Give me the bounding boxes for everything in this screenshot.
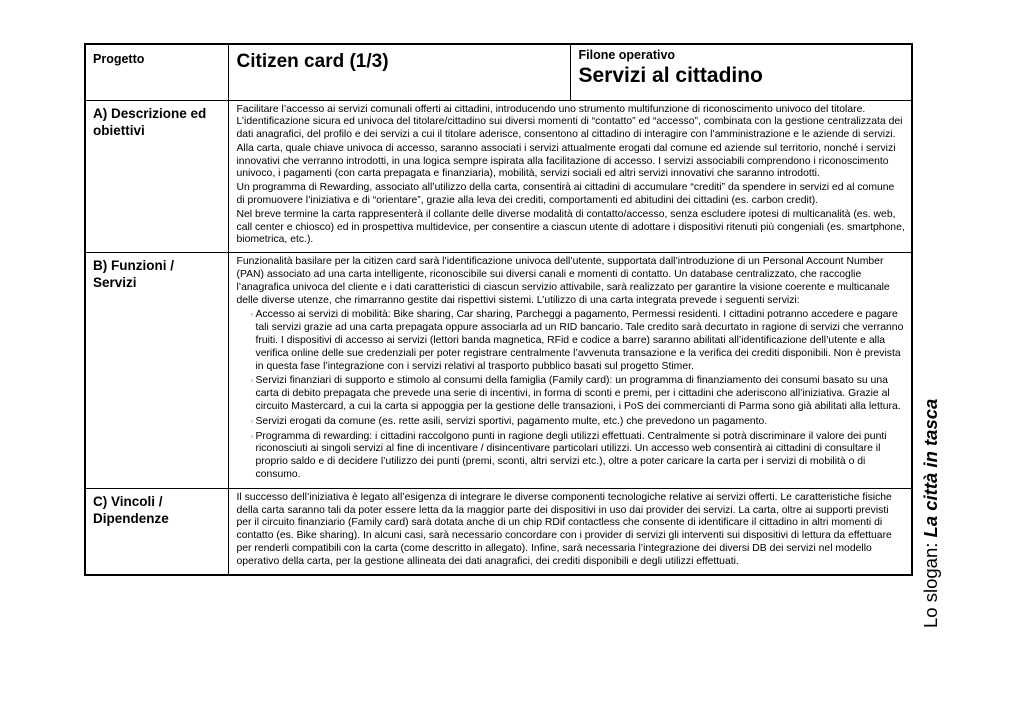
section-a-paragraph: Nel breve termine la carta rappresenterà il collante delle diverse modalità di contatto/accesso, senza escludere ipotesi di multicanalità (es. web, call center e chiosco) ed in prospettiva multidevice, per consentire a ciascun utente di adottare i dispositivi ritenuti più congeniali (es. smartphone, biometrica, etc.). — [236, 208, 905, 246]
section-b-label: B) Funzioni / Servizi — [85, 253, 228, 489]
list-item — [250, 430, 906, 482]
header-row — [85, 44, 912, 100]
section-a-paragraph: Facilitare l’accesso ai servizi comunali offerti ai cittadini, introducendo uno strumento multifunzione di riconoscimento univoco del titolare. L’identificazione sicura ed univoca del titolare/cittadino sui diversi momenti di “contatto” ed “accesso”, combinata con la gestione centralizzata dei dati anagrafici, del profilo e dei servizi a cui il titolare aderisce, consentono al cittadino di interagire con l’amministrazione e le aziende di servizi. — [236, 103, 903, 141]
list-item-text: Programma di rewarding: i cittadini raccolgono punti in ragione degli utilizzi effettuati. Centralmente si potrà discriminare il valore dei punti riconosciuti ai singoli servizi al fine di incentivare / disincentivare particolari utilizzi. Un accesso web consentirà ai cittadini di consultare il proprio saldo e di decidere l’utilizzo dei punti (premi, sconti, altri servizi etc.), oltre a poter caricare la carta per i servizi di mobilità o di consumo. — [255, 430, 887, 481]
list-item-text: Accesso ai servizi di mobilità: Bike sharing, Car sharing, Parcheggi a pagamento, Permessi residenti. I cittadini potranno accedere e pagare tali servizi grazie ad una carta prepagata oppure associarla ad un RID bancario. Tale credito sarà decurtato in ragione di servizi che verranno fruiti. I dispositivi di accesso ai servizi (lettori banda magnetica, RFid e codice a barre) saranno abilitati all’identificazione dell’utente e alla verifica online delle sue credenziali per poter registrare centralmente l’avvenuta transazione e la verifica dei crediti disponibili. Non è prevista in questa fase l’integrazione con i servizi relativi al trasporto pubblico basati sul progetto Stimer. — [255, 309, 904, 372]
bullet-icon: ▫ — [250, 431, 254, 441]
filone-value: Servizi al cittadino — [578, 64, 763, 87]
filone-label: Filone operativo — [578, 48, 676, 62]
services-list — [237, 309, 906, 481]
slogan-value: La città in tasca — [920, 398, 941, 538]
bullet-icon: ▫ — [250, 416, 254, 426]
section-a-label: A) Descrizione ed obiettivi — [85, 100, 228, 253]
section-c-text: Il successo dell’iniziativa è legato all’esigenza di integrare le diverse componenti tecnologiche relative ai servizi offerti. Le caratteristiche fisiche della carta saranno tali da poter essere letta da la maggior parte dei dispositivi in uso dai provider dei servizi. La carta, oltre ai supporti previsti per il circuito finanziario (Family card) sarà dotata anche di un chip RDif contactless che consente di identificare il cittadino in altri momenti di contatto (es. Bike sharing). In alcuni casi, sarà necessario concordare con i provider di servizi gli interventi sui dispositivi di lettura da effettuare per renderli compatibili con la carta (come descritto in allegato). Infine, sarà necessaria l’integrazione dei diversi DB dei servizi nel modello operativo della carta, per la gestione allineata dei dati anagrafici, dei crediti disponibili e degli utilizzi effettuati. — [236, 491, 892, 567]
slogan — [918, 388, 946, 628]
section-a-body — [228, 100, 912, 253]
section-c-label: C) Vincoli / Dipendenze — [85, 488, 228, 574]
section-a-paragraph: Un programma di Rewarding, associato all’utilizzo della carta, consentirà ai cittadini di accumulare “crediti” da spendere in servizi ed al comune di promuovere l’iniziativa e di “orientare”, grazie alla leva dei crediti, comportamenti ed abitudini dei cittadini (es. carbon credit). — [236, 182, 895, 207]
filone-cell — [570, 44, 912, 100]
slogan-label: Lo slogan: — [920, 537, 941, 628]
section-a-row — [85, 100, 912, 253]
section-b-row — [85, 253, 912, 489]
list-item — [250, 309, 906, 373]
section-b-intro: Funzionalità basilare per la citizen card sarà l’identificazione univoca dell’utente, supportata dall’introduzione di un Personal Account Number (PAN) associato ad una carta intelligente, riconoscibile sui diversi canali e momenti di contatto. Un database centralizzato, che raccoglie l’anagrafica univoca del cliente e i dati caratteristici di ciascun servizio attivabile, sarà realizzato per garantire la visione coerente e multicanale delle diverse utenze, che rimarranno gestite dai rispettivi sistemi. L’utilizzo di una carta integrata prevede i seguenti servizi: — [236, 256, 890, 306]
project-label: Progetto — [85, 44, 228, 100]
slogan-text — [918, 388, 944, 628]
list-item-text: Servizi finanziari di supporto e stimolo al consumi della famiglia (Family card): un programma di finanziamento dei consumi basato su una carta di debito prepagata che prevede una serie di incentivi, in forma di sconti e premi, per i cittadini che aderiscono all’iniziativa. Grazie al circuito Mastercard, a cui la carta si appoggia per la gestione delle transazioni, i PoS dei commercianti di Parma sono già abilitati alla lettura. — [255, 375, 901, 413]
list-item — [250, 415, 906, 429]
section-b-body — [228, 253, 912, 489]
project-sheet-table — [84, 43, 913, 576]
bullet-icon: ▫ — [250, 376, 254, 386]
project-title: Citizen card (1/3) — [228, 44, 570, 100]
section-c-row — [85, 488, 912, 574]
list-item-text: Servizi erogati da comune (es. rette asili, servizi sportivi, pagamento multe, etc.) che prevedono un pagamento. — [255, 415, 768, 427]
bullet-icon: ▫ — [250, 310, 254, 320]
section-c-body — [228, 488, 912, 574]
list-item — [250, 375, 906, 413]
section-a-paragraph: Alla carta, quale chiave univoca di accesso, saranno associati i servizi attualmente erogati dal comune ed aziende sul territorio, nonché i servizi innovativi che verranno introdotti, in una logica sempre ispirata alla facilitazione di accesso. I servizi associabili comprendono i riconoscimento univoco, i pagamenti (con carta prepagata e finanziaria), mobilità, servizi sociali ed altri servizi innovativi che saranno introdotti. — [236, 142, 896, 180]
